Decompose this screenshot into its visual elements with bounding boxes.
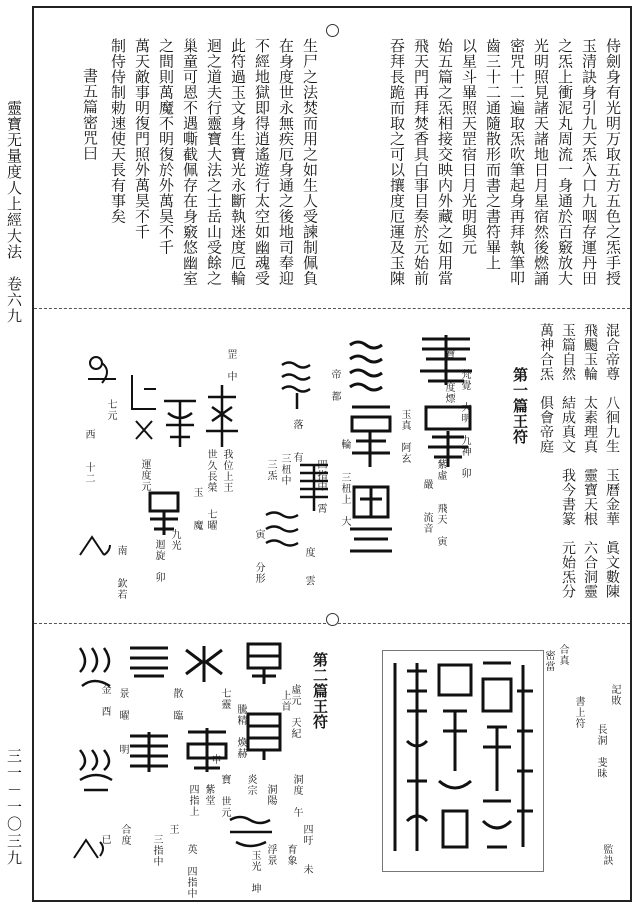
text-column: 不經地獄即得逍遙遊行太空如幽魂受	[253, 38, 271, 286]
talisman-label: 度	[303, 547, 314, 558]
talisman-label: 洞度 午	[291, 774, 302, 818]
text-column: 侍劍身有光明万取五方五色之炁手授	[604, 38, 622, 286]
talisman-label: 輪 三杻上 大	[339, 439, 350, 527]
talisman-label: 明	[117, 744, 128, 755]
talisman-glyph	[182, 642, 226, 686]
section-title: 第二篇王符	[311, 652, 329, 730]
text-column: 書五篇密咒曰	[81, 68, 99, 161]
talisman-label: 三指中	[151, 834, 162, 867]
talisman-label: 浮景	[265, 844, 276, 866]
talisman-label: 帝 都	[329, 369, 340, 402]
text-column: 之間則萬魔不明復於外萬昊不千	[157, 38, 175, 255]
fold-circle-icon	[326, 613, 339, 626]
verse-column: 飛颺玉輪 太素理真 靈寶天根 六合洞靈	[582, 323, 598, 599]
talisman-label: 七靈	[219, 688, 230, 710]
talisman-label: 七元	[105, 399, 116, 421]
talisman-label: 寶 世元	[219, 774, 230, 818]
talisman-glyph	[126, 640, 172, 680]
talisman-label: 金 酉	[99, 684, 110, 717]
talisman-label: 迴旋 卯	[153, 539, 164, 583]
talisman-label: 世久長榮	[205, 449, 216, 493]
talisman-glyph	[182, 724, 232, 774]
talisman-label: 四指中 霄	[315, 459, 326, 514]
margin-page-number: 三一－一〇三九	[5, 748, 23, 867]
talisman-label: 景 曜	[117, 688, 128, 721]
talisman-label: 嚴 流音	[421, 479, 432, 534]
text-column: 萬天敵事明復門照外萬昊不千	[133, 38, 151, 240]
talisman-label: 洞陽	[265, 784, 276, 806]
text-column: 生尸之法焚而用之如生人受諫制佩負	[301, 38, 319, 286]
margin-title: 靈寶无量度人上經大法 卷六九	[5, 100, 23, 324]
talisman-label: 散 臨	[171, 688, 182, 721]
side-label: 書上符	[573, 696, 584, 729]
text-column: 此符過玉文身生寶光永斷執迷度厄輪	[229, 38, 247, 286]
side-label: 合真	[557, 644, 568, 666]
talisman-label: 英 四指中	[185, 844, 196, 899]
text-column: 始五篇之炁相接交映内外藏之如用當	[436, 38, 454, 286]
talisman-label: 玉 魔	[191, 487, 202, 531]
side-label: 長洞 斐昧	[595, 724, 606, 779]
talisman-label: 九光	[169, 529, 180, 551]
talisman-label: 玉光 坤	[249, 850, 260, 894]
text-column: 齒三十二通隨散形而書之書符畢上	[484, 38, 502, 271]
talisman-label: 虛元 天紀	[289, 684, 300, 739]
text-column: 在身度世永無疾厄身通之後地司奉迎	[277, 38, 295, 286]
text-column: 制侍侍制勅速使天長有事矣	[109, 38, 127, 224]
talisman-glyph	[126, 728, 172, 774]
talisman-label: 未	[301, 864, 312, 875]
verse-column: 萬神合炁 俱會帝庭	[538, 323, 554, 454]
talisman-label: 王	[167, 824, 178, 835]
talisman-label: 運度元	[139, 459, 150, 492]
talisman-label: 寶 度熛	[443, 349, 454, 404]
text-column: 巢童可恩不遇嘶截佩存在身竅悠幽室	[181, 38, 199, 286]
talisman-label: 七曜	[205, 509, 216, 531]
talisman-label: 騰精 煥赫	[235, 704, 246, 759]
talisman-label: 西 十二	[83, 429, 94, 484]
text-column: 迴之道夫行靈寶大法之士岳山受餘之	[205, 38, 223, 286]
talisman-glyph	[262, 507, 302, 557]
talisman-glyph	[278, 357, 316, 413]
talisman-label: 紫虛 飛天 寅	[435, 459, 446, 547]
bottom-panel	[34, 623, 630, 901]
talisman-label: 四指上	[187, 784, 198, 817]
side-label: 密當	[543, 650, 554, 672]
text-column: 飛天門再拜焚香具白事目奏於元始前	[412, 38, 430, 286]
talisman-label: 紫堂	[203, 784, 214, 806]
text-column: 密咒十二遍取炁吹筆起身再拜執筆叩	[508, 38, 526, 286]
seal-script-block	[382, 650, 544, 872]
talisman-label: 三炁	[265, 459, 276, 481]
talisman-glyph	[346, 337, 390, 397]
talisman-label: 育象	[285, 844, 296, 866]
talisman-label: 上首	[279, 690, 290, 712]
talisman-glyph	[242, 638, 286, 688]
page-frame	[32, 6, 632, 902]
text-column: 吞拜長跪而取之可以攘度厄運及玉陳	[388, 38, 406, 286]
talisman-label: 申	[209, 754, 220, 765]
talisman-label: 炎宗	[245, 774, 256, 796]
section-title: 第一篇王符	[511, 367, 529, 445]
talisman-glyph	[74, 531, 114, 561]
top-panel	[34, 8, 630, 308]
talisman-label: 南 欽若	[115, 545, 126, 600]
talisman-label: 寅 分形	[253, 529, 264, 584]
talisman-label: 落 有	[291, 419, 302, 463]
talisman-glyph	[202, 381, 242, 451]
text-column: 玉清訣身引九天炁入口九咽存運丹田	[580, 38, 598, 286]
talisman-label: 雲	[303, 575, 314, 586]
talisman-label: 罡 中	[225, 349, 236, 382]
talisman-label: 梵覺 大明 九神 卯	[459, 369, 470, 479]
talisman-label: 合度	[119, 824, 130, 846]
talisman-glyph	[126, 369, 162, 449]
talisman-glyph	[160, 391, 200, 451]
text-column: 以星斗畢照天罡宿日月光明與元	[460, 38, 478, 255]
verse-column: 混合帝尊 八徊九生 玉曆金華 眞文數陳	[604, 323, 620, 599]
talisman-label: 已	[99, 834, 110, 845]
verse-column: 玉篇自然 結成真文 我今書篆 元始炁分	[560, 323, 576, 599]
fold-circle-icon	[326, 24, 339, 37]
side-label: 監訣	[601, 844, 612, 866]
talisman-label: 我位上王	[221, 449, 232, 493]
text-column: 光明照見諸天諸地日月星宿然後燃誦	[532, 38, 550, 286]
talisman-label: 玉真 阿玄	[399, 409, 410, 464]
side-label: 記敗	[609, 684, 620, 706]
text-column: 之炁上衝泥丸周流一身通於百竅放大	[556, 38, 574, 286]
talisman-label: 三杻中	[279, 453, 290, 486]
talisman-glyph	[82, 349, 122, 389]
middle-panel	[34, 308, 630, 624]
talisman-label: 四吁	[301, 824, 312, 846]
